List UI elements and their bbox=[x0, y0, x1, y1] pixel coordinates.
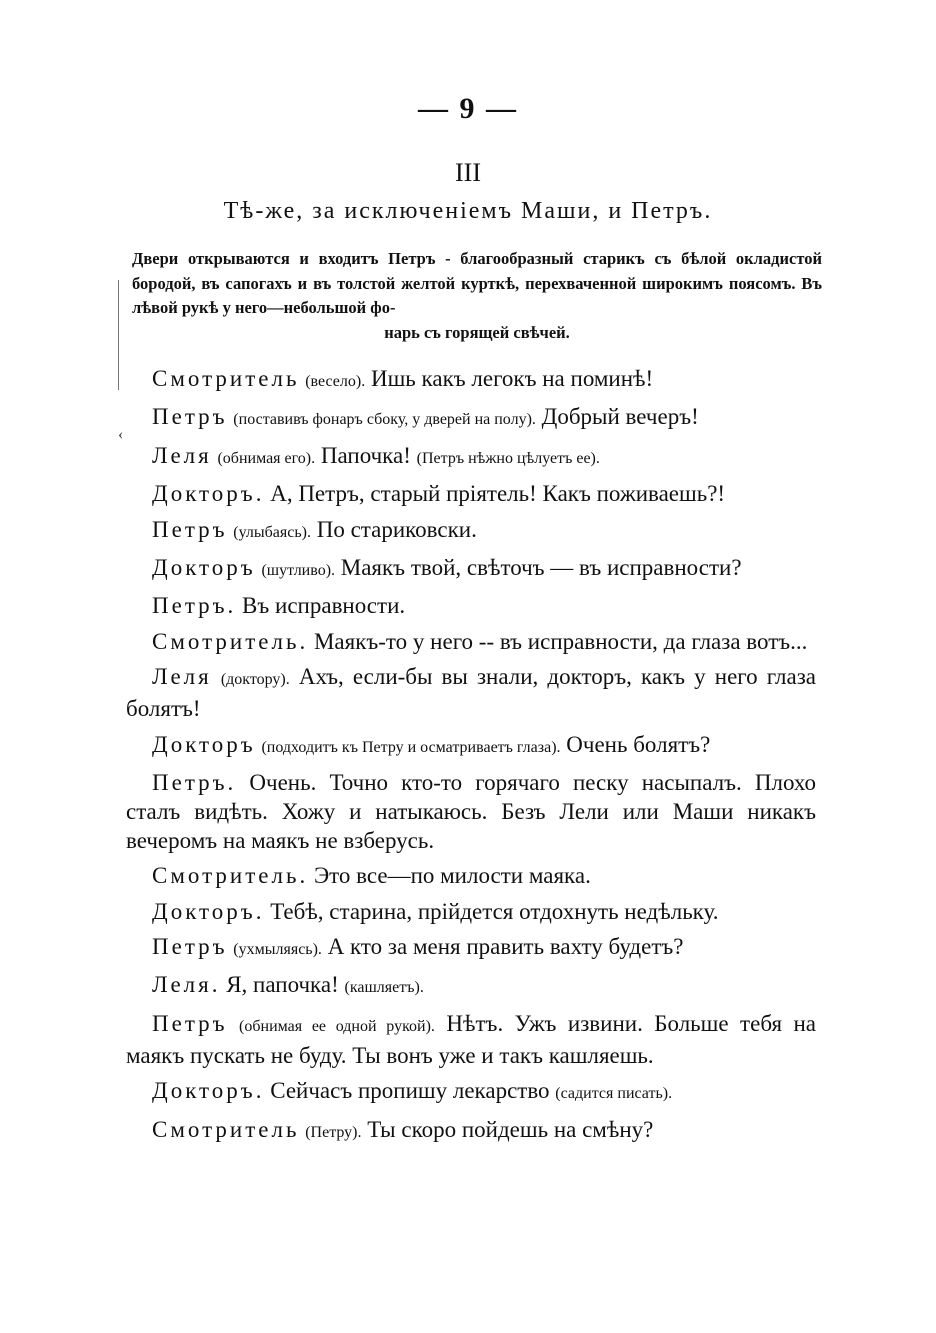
speaker-name: Докторъ. bbox=[152, 898, 265, 924]
page-number: — 9 — bbox=[418, 92, 518, 125]
dialogue-line bbox=[126, 932, 816, 964]
speaker-name: Петръ bbox=[152, 1010, 228, 1036]
margin-pencil-mark: ‹ bbox=[118, 426, 124, 443]
stage-direction-last-line: нарь съ горящей свѣчей. bbox=[384, 322, 570, 342]
stage-remark: (поставивъ фонаръ сбоку, у дверей на полу). bbox=[233, 411, 536, 429]
spoken-text: Я, папочка! bbox=[226, 972, 339, 998]
stage-remark: (подходитъ къ Петру и осматриваетъ глаза). bbox=[261, 738, 561, 756]
stage-remark: (шутливо). bbox=[261, 561, 336, 579]
stage-remark: (обнимая ее одной рукой). bbox=[239, 1017, 435, 1035]
dialogue-line bbox=[126, 627, 816, 656]
speaker-name: Докторъ. bbox=[152, 1078, 265, 1104]
spoken-text: Сейчасъ пропишу лекарство bbox=[270, 1078, 550, 1104]
spoken-text: Очень болятъ? bbox=[566, 731, 711, 757]
speaker-name: Леля bbox=[152, 664, 212, 690]
dialogue-line bbox=[126, 402, 816, 434]
stage-remark: (доктору). bbox=[220, 671, 290, 689]
spoken-text: А, Петръ, старый пріятель! Какъ поживаешь?! bbox=[270, 481, 726, 507]
dialogue-line bbox=[126, 730, 816, 762]
stage-remark: (улыбаясь). bbox=[233, 523, 311, 541]
scene-number: III bbox=[455, 158, 481, 187]
speaker-name: Петръ bbox=[152, 404, 228, 430]
stage-remark: (обнимая его). bbox=[217, 449, 316, 467]
dialogue-line bbox=[126, 441, 816, 473]
spoken-text: Ахъ, если-бы вы знали, докторъ, какъ у него глаза болятъ! bbox=[126, 664, 817, 722]
spoken-text: Папочка! bbox=[320, 442, 411, 468]
dialogue bbox=[126, 364, 816, 1153]
speaker-name: Докторъ bbox=[152, 554, 256, 580]
spoken-text: Маякъ-то у него -- въ исправности, да глаза вотъ... bbox=[313, 628, 808, 654]
margin-pencil-line bbox=[118, 280, 119, 390]
stage-remark: (ухмыляясь). bbox=[233, 941, 322, 959]
speaker-name: Смотритель. bbox=[152, 628, 309, 654]
speaker-name: Леля bbox=[152, 442, 212, 468]
dialogue-line bbox=[126, 662, 816, 723]
spoken-text: Ты скоро пойдешь на смѣну? bbox=[367, 1116, 654, 1142]
speaker-name: Петръ. bbox=[152, 769, 237, 795]
speaker-name: Петръ bbox=[152, 934, 228, 960]
dialogue-line bbox=[126, 1076, 816, 1108]
speaker-name: Докторъ. bbox=[152, 481, 265, 507]
stage-direction bbox=[132, 247, 822, 345]
dialogue-line bbox=[126, 1009, 816, 1070]
stage-remark: (Петръ нѣжно цѣлуетъ ее). bbox=[416, 449, 600, 467]
speaker-name: Смотритель. bbox=[152, 863, 309, 889]
spoken-text: Добрый вечеръ! bbox=[541, 404, 699, 430]
spoken-text: Тебѣ, старина, прійдется отдохнуть недѣльку. bbox=[270, 898, 719, 924]
spoken-text: Ишь какъ легокъ на поминѣ! bbox=[370, 366, 654, 391]
scene-heading: Тѣ-же, за исключеніемъ Маши, и Петръ. bbox=[223, 198, 713, 224]
spoken-text: Нѣтъ. Ужъ извини. Больше тебя на маякъ пускать не буду. Ты вонъ уже и такъ кашляешь. bbox=[126, 1010, 817, 1068]
dialogue-line bbox=[126, 515, 816, 547]
stage-remark: (кашляетъ). bbox=[344, 979, 424, 997]
dialogue-line bbox=[126, 861, 816, 890]
stage-remark: (садится писать). bbox=[555, 1085, 673, 1103]
spoken-text: Въ исправности. bbox=[242, 593, 406, 619]
dialogue-line bbox=[126, 591, 816, 620]
spoken-text: По стариковски. bbox=[316, 516, 477, 542]
dialogue-line bbox=[126, 553, 816, 585]
stage-remark: (весело). bbox=[305, 373, 366, 390]
speaker-name: Смотритель bbox=[152, 366, 300, 391]
speaker-name: Петръ. bbox=[152, 593, 237, 619]
dialogue-line bbox=[126, 1115, 816, 1147]
speaker-name: Леля. bbox=[152, 972, 221, 998]
dialogue-line bbox=[126, 364, 816, 396]
spoken-text: Очень. Точно кто-то горячаго песку насыпалъ. Плохо сталъ видѣть. Хожу и натыкаюсь. Безъ Лели или Маши никакъ вечеромъ на маякъ не взберусь. bbox=[126, 769, 816, 853]
spoken-text: Маякъ твой, свѣточъ — въ исправности? bbox=[340, 554, 742, 580]
dialogue-line bbox=[126, 970, 816, 1002]
stage-direction-text: Двери открываются и входитъ Петръ - благообразный старикъ съ бѣлой окладистой бородой, въ сапогахъ и въ толстой желтой курткѣ, перехваченной широкимъ поясомъ. Въ лѣвой рукѣ у него—небольшой фо- bbox=[132, 249, 822, 317]
stage-remark: (Петру). bbox=[305, 1123, 362, 1141]
speaker-name: Докторъ bbox=[152, 731, 256, 757]
speaker-name: Смотритель bbox=[152, 1116, 300, 1142]
spoken-text: А кто за меня править вахту будетъ? bbox=[327, 934, 684, 960]
speaker-name: Петръ bbox=[152, 516, 228, 542]
dialogue-line bbox=[126, 479, 816, 508]
dialogue-line bbox=[126, 768, 816, 855]
dialogue-line bbox=[126, 897, 816, 926]
spoken-text: Это все—по милости маяка. bbox=[313, 863, 591, 889]
